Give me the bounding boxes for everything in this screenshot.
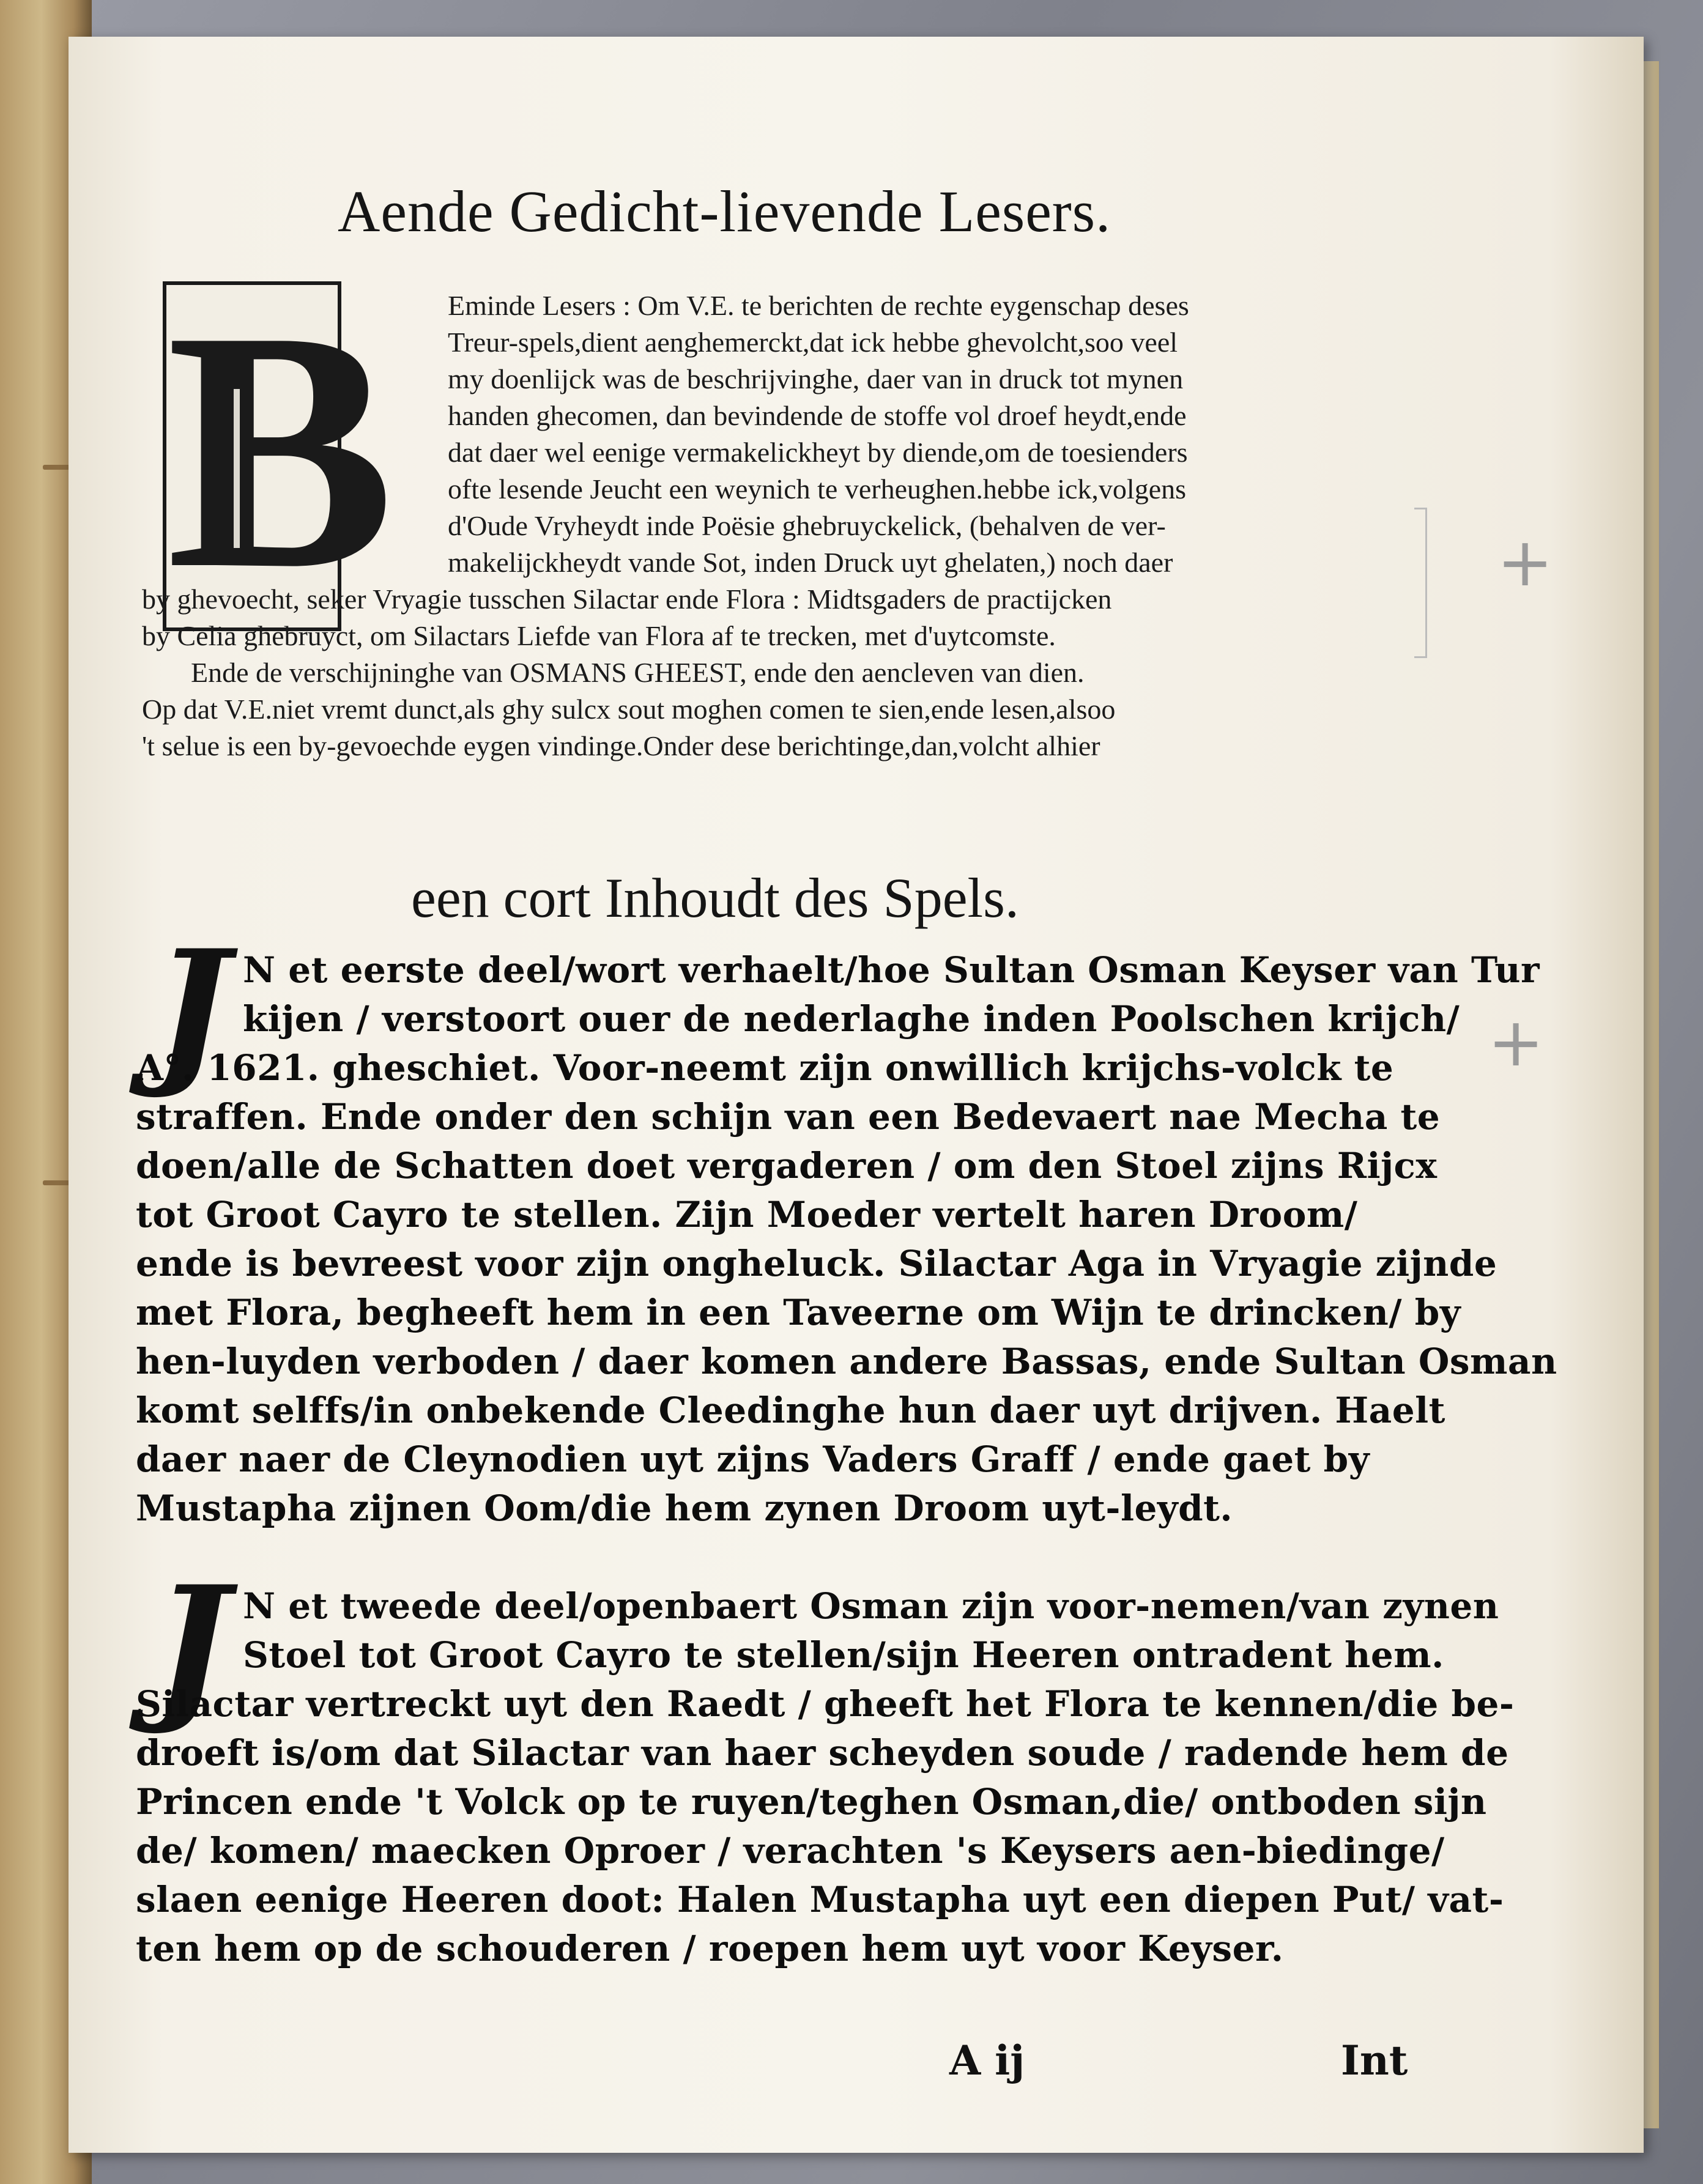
summary-line: straffen. Ende onder den schijn van een Bedevaert nae Mecha te	[136, 1096, 1441, 1138]
summary-line: N et eerste deel/wort verhaelt/hoe Sultan Osman Keyser van Tur	[243, 949, 1540, 991]
intro-line: ofte lesende Jeucht een weynich te verheughen.hebbe ick,volgens	[448, 473, 1187, 505]
summary-line: Stoel tot Groot Cayro te stellen/sijn Heeren ontradent hem.	[243, 1634, 1444, 1676]
decorated-initial	[163, 261, 395, 640]
summary-line: A°. 1621. gheschiet. Voor-neemt zijn onwillich krijchs-volck te	[136, 1047, 1394, 1089]
summary-line: Silactar vertreckt uyt den Raedt / gheeft het Flora te kennen/die be-	[136, 1683, 1515, 1725]
page-title: Aende Gedicht-lievende Lesers.	[338, 179, 1111, 244]
blackletter-initial: J	[154, 916, 230, 1102]
summary-line: hen-luyden verboden / daer komen andere Bassas, ende Sultan Osman	[136, 1341, 1557, 1382]
pencil-cross-mark: +	[1488, 1003, 1545, 1081]
intro-line: by Celia ghebruyct, om Silactars Liefde van Flora af te trecken, met d'uytcomste.	[142, 620, 1056, 651]
summary-line: ende is bevreest voor zijn ongheluck. Silactar Aga in Vryagie zijnde	[136, 1243, 1497, 1284]
pencil-bracket	[1414, 508, 1427, 658]
vine-ornament	[234, 389, 319, 548]
pencil-cross-mark: +	[1497, 523, 1554, 601]
intro-line: Ende de verschijninghe van OSMANS GHEEST, ende den aencleven van dien.	[191, 657, 1085, 688]
intro-line: by ghevoecht, seker Vryagie tusschen Silactar ende Flora : Midtsgaders de practijcken	[142, 583, 1112, 615]
summary-line: Princen ende 't Volck op te ruyen/teghen Osman,die/ ontboden sijn	[136, 1781, 1487, 1823]
decorated-initial-letter: B	[166, 261, 395, 640]
blackletter-initial: J	[154, 1552, 230, 1738]
summary-line: tot Groot Cayro te stellen. Zijn Moeder vertelt haren Droom/	[136, 1194, 1358, 1235]
summary-line: met Flora, begheeft hem in een Taveerne om Wijn te drincken/ by	[136, 1292, 1461, 1333]
page-content	[69, 37, 1644, 2153]
signature-mark: A ij	[949, 2037, 1025, 2084]
intro-line: handen ghecomen, dan bevindende de stoffe vol droef heydt,ende	[448, 400, 1187, 431]
summary-line: daer naer de Cleynodien uyt zijns Vaders Graff / ende gaet by	[136, 1438, 1370, 1480]
intro-line: Eminde Lesers : Om V.E. te berichten de rechte eygenschap deses	[448, 290, 1189, 321]
intro-line: dat daer wel eenige vermakelickheyt by diende,om de toesienders	[448, 437, 1188, 468]
summary-line: komt selffs/in onbekende Cleedinghe hun daer uyt drijven. Haelt	[136, 1390, 1445, 1431]
intro-line: my doenlijck was de beschrijvinghe, daer van in druck tot mynen	[448, 363, 1184, 394]
summary-line: N et tweede deel/openbaert Osman zijn voor-nemen/van zynen	[243, 1585, 1499, 1627]
intro-line: makelijckheydt vande Sot, inden Druck uyt ghelaten,) noch daer	[448, 547, 1173, 578]
summary-line: droeft is/om dat Silactar van haer scheyden soude / radende hem de	[136, 1732, 1509, 1774]
summary-line: ten hem op de schouderen / roepen hem uyt voor Keyser.	[136, 1928, 1284, 1969]
summary-line: doen/alle de Schatten doet vergaderen / om den Stoel zijns Rijcx	[136, 1145, 1438, 1186]
intro-line: d'Oude Vryheydt inde Poësie ghebruyckelick, (behalven de ver-	[448, 510, 1166, 541]
intro-line: Op dat V.E.niet vremt dunct,als ghy sulcx sout moghen comen te sien,ende lesen,alsoo	[142, 694, 1116, 725]
summary-line: kijen / verstoort ouer de nederlaghe inden Poolschen krijch/	[243, 998, 1460, 1040]
summary-line: Mustapha zijnen Oom/die hem zynen Droom uyt-leydt.	[136, 1487, 1233, 1529]
summary-line: de/ komen/ maecken Oproer / verachten 's Keysers aen-biedinge/	[136, 1830, 1445, 1871]
section-heading: een cort Inhoudt des Spels.	[411, 867, 1019, 929]
summary-line: slaen eenige Heeren doot: Halen Mustapha uyt een diepen Put/ vat-	[136, 1879, 1504, 1920]
intro-line: Treur-spels,dient aenghemerckt,dat ick hebbe ghevolcht,soo veel	[448, 327, 1178, 358]
catchword: Int	[1341, 2037, 1408, 2084]
intro-line: 't selue is een by-gevoechde eygen vindinge.Onder dese berichtinge,dan,volcht alhier	[142, 730, 1100, 761]
